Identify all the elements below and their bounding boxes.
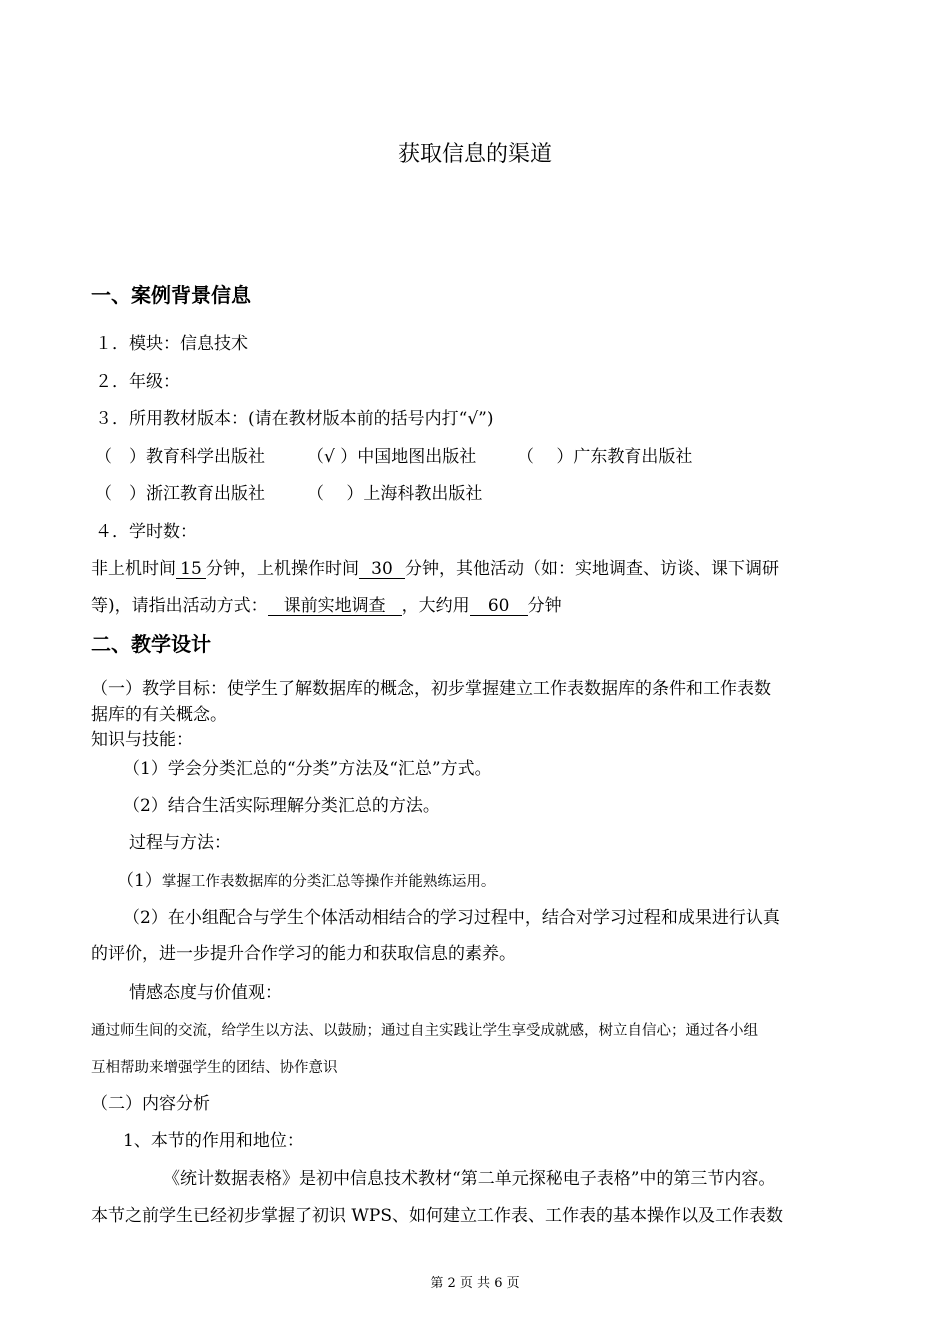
activity-minutes: 60 — [470, 597, 528, 616]
activity-method: 课前实地调查 — [268, 597, 402, 616]
document-title: 获取信息的渠道 — [397, 142, 552, 167]
knowledge-item: （1）学会分类汇总的“分类”方法及“汇总”方式。 — [123, 759, 492, 779]
emotion-text: 通过师生间的交流，给学生以方法、以鼓励；通过自主实践让学生享受成就感，树立自信心；通过各小组 — [91, 1023, 758, 1039]
emotion-text: 互相帮助来增强学生的团结、协作意识 — [91, 1060, 338, 1076]
item-textbook: ３．所用教材版本：(请在教材版本前的括号内打“√”) — [95, 409, 494, 429]
section1-heading: 一、案例背景信息 — [91, 283, 251, 307]
publisher-option: （√ ）中国地图出版社 — [307, 447, 477, 467]
goal-line: （一）教学目标：使学生了解数据库的概念，初步掌握建立工作表数据库的条件和工作表数 — [91, 679, 771, 699]
process-item-text: 掌握工作表数据库的分类汇总等操作并能熟练运用。 — [161, 874, 496, 890]
hours-suffix: 分钟 — [527, 596, 562, 616]
hours-mid1: 分钟，上机操作时间 — [206, 559, 359, 579]
process-item-2: （2）在小组配合与学生个体活动相结合的学习过程中，结合对学习过程和成果进行认真 — [123, 908, 780, 928]
hours-line-2 — [91, 596, 562, 616]
process-item-2-cont: 的评价，进一步提升合作学习的能力和获取信息的素养。 — [91, 944, 516, 964]
publisher-option: （ ）浙江教育出版社 — [95, 484, 265, 504]
goal-line: 据库的有关概念。 — [91, 705, 227, 725]
publisher-option: （ ）广东教育出版社 — [517, 447, 693, 467]
content-heading: （二）内容分析 — [91, 1094, 210, 1114]
offline-minutes: 15 — [176, 560, 206, 579]
item-hours: ４．学时数： — [95, 522, 197, 542]
process-item-1 — [117, 871, 495, 892]
online-minutes: 30 — [359, 560, 405, 579]
page-number-footer: 第 2 页 共 6 页 — [430, 1276, 520, 1291]
hours-line-1 — [91, 559, 779, 579]
knowledge-heading: 知识与技能： — [91, 730, 193, 750]
hours-mid3: ，大约用 — [401, 596, 470, 616]
content-paragraph: 本节之前学生已经初步掌握了初识 WPS、如何建立工作表、工作表的基本操作以及工作表数 — [91, 1206, 783, 1226]
item-module: １．模块：信息技术 — [95, 334, 248, 354]
publisher-option: （ ）上海科教出版社 — [307, 484, 483, 504]
hours-prefix: 非上机时间 — [91, 559, 176, 579]
process-heading: 过程与方法： — [129, 833, 231, 853]
section2-heading: 二、教学设计 — [91, 632, 211, 656]
item-grade: ２．年级： — [95, 372, 180, 392]
publisher-option: （ ）教育科学出版社 — [95, 447, 265, 467]
content-paragraph: 《统计数据表格》是初中信息技术教材“第二单元探秘电子表格”中的第三节内容。 — [163, 1169, 776, 1189]
content-subheading: 1、本节的作用和地位： — [123, 1131, 304, 1151]
hours-mid2: 分钟，其他活动（如：实地调查、访谈、课下调研 — [405, 559, 779, 579]
knowledge-item: （2）结合生活实际理解分类汇总的方法。 — [123, 796, 440, 816]
hours-line2-prefix: 等)，请指出活动方式： — [91, 596, 268, 616]
process-item-number: （1） — [117, 871, 162, 891]
emotion-heading: 情感态度与价值观： — [129, 983, 282, 1003]
